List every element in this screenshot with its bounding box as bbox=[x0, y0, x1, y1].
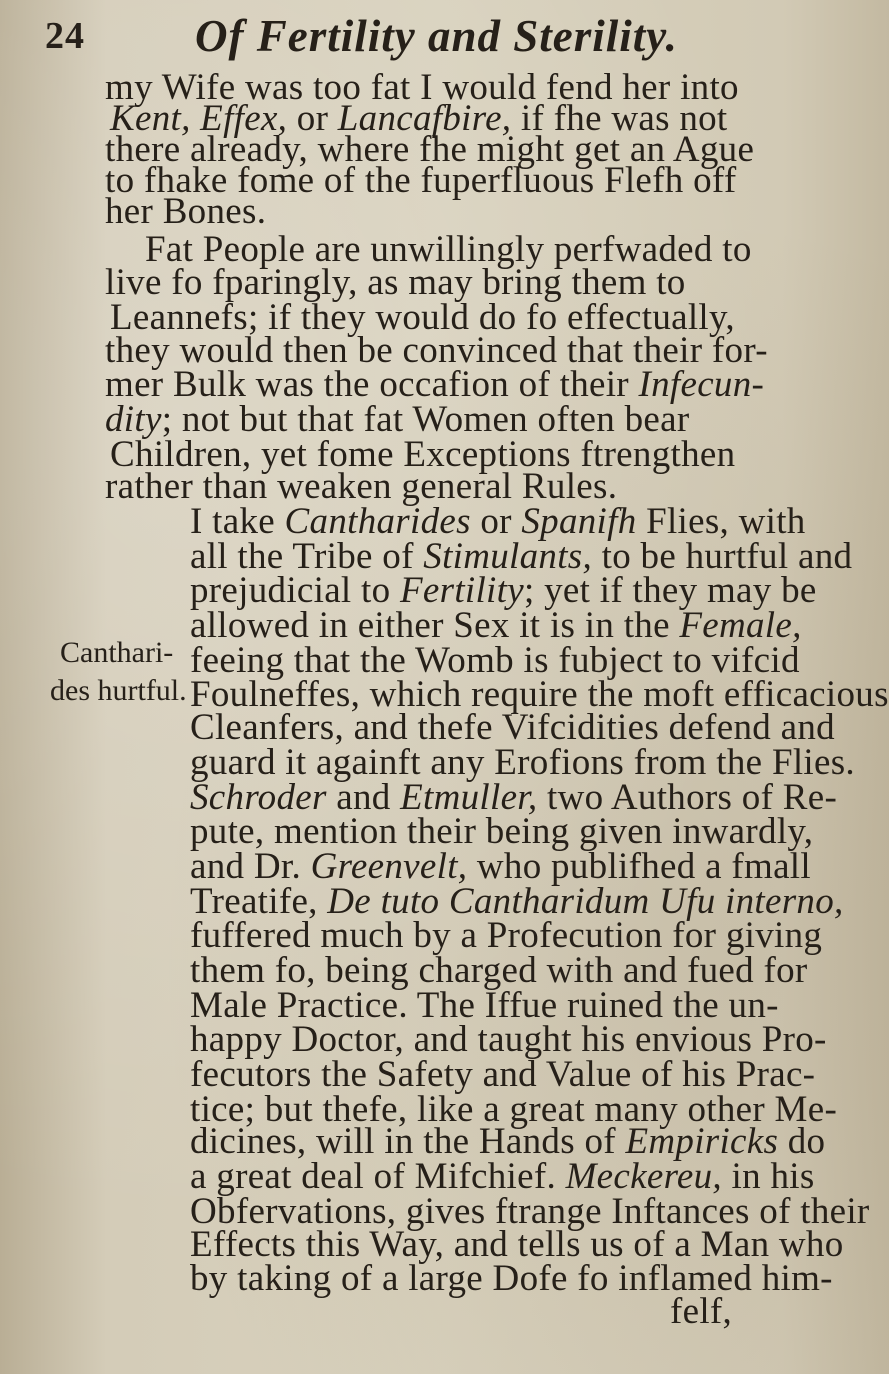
text-segment: by taking of a large Dofe fo inflamed him- bbox=[190, 1258, 833, 1299]
text-segment: rather than weaken general Rules. bbox=[105, 466, 618, 507]
italic-text: Greenvelt, bbox=[310, 846, 468, 887]
text-segment: feeing that the Womb is fubject to vifcid bbox=[190, 640, 800, 681]
text-segment: two Authors of Re- bbox=[537, 777, 838, 818]
text-segment: dicines, will in the Hands of bbox=[190, 1121, 626, 1162]
text-segment: all the Tribe of bbox=[190, 536, 424, 577]
italic-text: Infecun- bbox=[638, 364, 765, 405]
italic-text: Female, bbox=[679, 605, 802, 646]
italic-text: Empiricks bbox=[625, 1121, 779, 1162]
text-segment: guard it againft any Erofions from the Flies. bbox=[190, 742, 855, 783]
italic-text: De tuto Cantharidum Ufu interno, bbox=[327, 881, 844, 922]
text-segment: Treatife, bbox=[190, 881, 328, 922]
text-segment: Children, yet fome Exceptions ftrengthen bbox=[110, 434, 736, 475]
text-segment: or bbox=[287, 98, 338, 139]
italic-text: Meckereu, bbox=[565, 1156, 722, 1197]
text-segment: her Bones. bbox=[105, 191, 267, 232]
text-segment: do bbox=[778, 1121, 826, 1162]
text-segment: Obfervations, gives ftrange Inftances of their bbox=[190, 1191, 870, 1232]
text-segment: felf, bbox=[670, 1291, 733, 1332]
margin-note-line-2: des hurtful. bbox=[50, 674, 187, 707]
text-segment: there already, where fhe might get an Ague bbox=[105, 129, 755, 170]
italic-text: Kent, Effex, bbox=[110, 98, 288, 139]
text-segment: ; not but that fat Women often bear bbox=[161, 399, 690, 440]
italic-text: Schroder bbox=[190, 777, 327, 818]
text-segment: Leannefs; if they would do fo effectually, bbox=[110, 297, 735, 338]
text-segment: to fhake fome of the fuperfluous Flefh off bbox=[105, 160, 737, 201]
text-segment: or bbox=[470, 501, 522, 542]
text-segment: fecutors the Safety and Value of his Prac- bbox=[190, 1054, 816, 1095]
text-segment: tice; but thefe, like a great many other Me- bbox=[190, 1089, 838, 1130]
text-segment: Flies, with bbox=[636, 501, 806, 542]
text-segment: allowed in either Sex it is in the bbox=[190, 605, 680, 646]
italic-text: dity bbox=[105, 399, 162, 440]
text-segment: they would then be convinced that their for- bbox=[105, 330, 768, 371]
text-segment: Cleanfers, and thefe Vifcidities defend and bbox=[190, 707, 835, 748]
text-segment: if fhe was not bbox=[511, 98, 728, 139]
text-segment: fuffered much by a Profecution for giving bbox=[190, 915, 823, 956]
text-segment: pute, mention their being given inwardly, bbox=[190, 811, 814, 852]
italic-text: Lancafbire, bbox=[337, 98, 512, 139]
text-segment: live fo fparingly, as may bring them to bbox=[105, 262, 686, 303]
text-segment: Foulneffes, which require the moft efficacious bbox=[190, 674, 889, 715]
text-segment: who publifhed a fmall bbox=[467, 846, 811, 887]
text-segment: prejudicial to bbox=[190, 570, 400, 611]
text-segment: mer Bulk was the occafion of their bbox=[105, 364, 639, 405]
italic-text: Cantharides bbox=[284, 501, 471, 542]
text-segment: Effects this Way, and tells us of a Man who bbox=[190, 1224, 844, 1265]
italic-text: Etmuller, bbox=[400, 777, 538, 818]
margin-note-line-1: Canthari- bbox=[60, 636, 174, 669]
text-segment: and Dr. bbox=[190, 846, 311, 887]
text-segment: in his bbox=[721, 1156, 815, 1197]
text-segment: I take bbox=[190, 501, 285, 542]
text-segment: Male Practice. The Iffue ruined the un- bbox=[190, 985, 779, 1026]
text-segment: a great deal of Mifchief. bbox=[190, 1156, 566, 1197]
running-head: Of Fertility and Sterility. bbox=[195, 11, 678, 61]
page-header bbox=[0, 10, 800, 74]
text-segment: and bbox=[326, 777, 401, 818]
text-segment: to be hurtful and bbox=[592, 536, 853, 577]
text-line bbox=[190, 1257, 833, 1301]
text-segment: Fat People are unwillingly perfwaded to bbox=[145, 229, 752, 270]
text-line bbox=[670, 1290, 732, 1334]
italic-text: Spanifh bbox=[521, 501, 637, 542]
text-segment: my Wife was too fat I would fend her into bbox=[105, 67, 739, 108]
text-segment: happy Doctor, and taught his envious Pro- bbox=[190, 1019, 827, 1060]
italic-text: Stimulants, bbox=[423, 536, 593, 577]
italic-text: Fertility bbox=[400, 570, 524, 611]
page-number: 24 bbox=[45, 15, 85, 57]
text-segment: ; yet if they may be bbox=[523, 570, 817, 611]
text-segment: them fo, being charged with and fued for bbox=[190, 950, 808, 991]
